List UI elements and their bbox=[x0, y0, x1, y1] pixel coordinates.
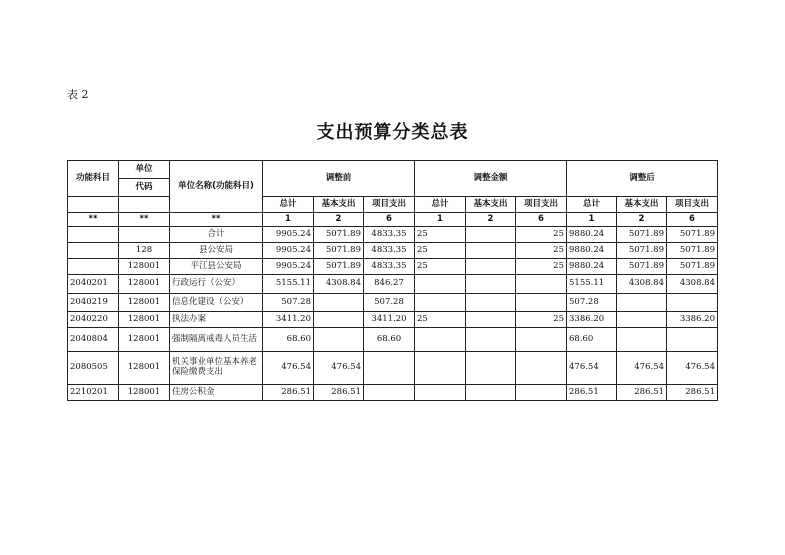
row-adjust-total bbox=[415, 294, 466, 312]
row-adjust-total: 25 bbox=[415, 312, 466, 328]
index-cell: ** bbox=[170, 213, 263, 227]
row-before-basic bbox=[314, 312, 364, 328]
row-after-basic bbox=[617, 328, 667, 352]
row-adjust-basic bbox=[466, 243, 516, 259]
row-adjust-total: 25 bbox=[415, 259, 466, 275]
row-before-project: 4833.35 bbox=[364, 227, 415, 243]
header-blank-cell bbox=[119, 197, 170, 213]
row-before-basic: 286.51 bbox=[314, 385, 364, 401]
row-unit-code bbox=[119, 227, 170, 243]
table-row bbox=[68, 328, 718, 352]
row-after-basic: 476.54 bbox=[617, 352, 667, 385]
row-adjust-total: 25 bbox=[415, 243, 466, 259]
row-after-basic: 5071.89 bbox=[617, 259, 667, 275]
index-cell: 1 bbox=[415, 213, 466, 227]
row-after-total: 9880.24 bbox=[567, 259, 617, 275]
row-unit-name: 信息化建设（公安） bbox=[170, 294, 263, 312]
row-adjust-project: 25 bbox=[516, 227, 567, 243]
row-unit-code: 128001 bbox=[119, 294, 170, 312]
row-unit-name: 强制隔离戒毒人员生活 bbox=[170, 328, 263, 352]
header-after: 调整后 bbox=[567, 161, 718, 197]
row-before-total: 286.51 bbox=[263, 385, 314, 401]
row-func-code: 2080505 bbox=[68, 352, 119, 385]
table-row bbox=[68, 227, 718, 243]
row-before-total: 9905.24 bbox=[263, 259, 314, 275]
row-before-project: 68.60 bbox=[364, 328, 415, 352]
row-after-project: 5071.89 bbox=[667, 243, 718, 259]
row-after-total: 507.28 bbox=[567, 294, 617, 312]
row-before-total: 3411.20 bbox=[263, 312, 314, 328]
index-cell: 2 bbox=[466, 213, 516, 227]
row-unit-code: 128001 bbox=[119, 385, 170, 401]
row-adjust-project bbox=[516, 328, 567, 352]
row-unit-code: 128001 bbox=[119, 352, 170, 385]
row-after-project: 5071.89 bbox=[667, 259, 718, 275]
header-before: 调整前 bbox=[263, 161, 415, 197]
row-before-project bbox=[364, 352, 415, 385]
header-adjust-basic: 基本支出 bbox=[466, 197, 516, 213]
row-adjust-project bbox=[516, 275, 567, 294]
row-unit-name: 合计 bbox=[170, 227, 263, 243]
table-row bbox=[68, 352, 718, 385]
row-func-code bbox=[68, 243, 119, 259]
row-before-basic bbox=[314, 328, 364, 352]
row-after-project bbox=[667, 328, 718, 352]
row-adjust-basic bbox=[466, 385, 516, 401]
row-before-basic: 5071.89 bbox=[314, 243, 364, 259]
row-adjust-total bbox=[415, 385, 466, 401]
table-row bbox=[68, 243, 718, 259]
row-adjust-basic bbox=[466, 275, 516, 294]
row-after-basic: 5071.89 bbox=[617, 227, 667, 243]
row-after-basic bbox=[617, 312, 667, 328]
header-unit-name: 单位名称(功能科目) bbox=[170, 161, 263, 213]
row-before-total: 9905.24 bbox=[263, 243, 314, 259]
row-before-total: 5155.11 bbox=[263, 275, 314, 294]
row-after-total: 5155.11 bbox=[567, 275, 617, 294]
header-before-total: 总计 bbox=[263, 197, 314, 213]
row-func-code: 2040804 bbox=[68, 328, 119, 352]
row-adjust-basic bbox=[466, 352, 516, 385]
header-code: 代码 bbox=[119, 179, 170, 197]
index-cell: 1 bbox=[263, 213, 314, 227]
row-adjust-project: 25 bbox=[516, 312, 567, 328]
row-adjust-project: 25 bbox=[516, 259, 567, 275]
row-before-basic: 5071.89 bbox=[314, 259, 364, 275]
row-after-project: 476.54 bbox=[667, 352, 718, 385]
row-adjust-total bbox=[415, 328, 466, 352]
row-before-basic: 5071.89 bbox=[314, 227, 364, 243]
index-cell: 1 bbox=[567, 213, 617, 227]
row-before-total: 68.60 bbox=[263, 328, 314, 352]
row-after-basic bbox=[617, 294, 667, 312]
row-unit-name: 住房公积金 bbox=[170, 385, 263, 401]
row-before-total: 476.54 bbox=[263, 352, 314, 385]
row-adjust-total: 25 bbox=[415, 227, 466, 243]
row-unit-name: 县公安局 bbox=[170, 243, 263, 259]
index-cell: 6 bbox=[364, 213, 415, 227]
row-func-code: 2040201 bbox=[68, 275, 119, 294]
row-before-project bbox=[364, 385, 415, 401]
row-unit-name: 平江县公安局 bbox=[170, 259, 263, 275]
row-adjust-total bbox=[415, 275, 466, 294]
index-cell: ** bbox=[68, 213, 119, 227]
row-adjust-basic bbox=[466, 227, 516, 243]
header-adjust-total: 总计 bbox=[415, 197, 466, 213]
row-func-code bbox=[68, 259, 119, 275]
index-cell: ** bbox=[119, 213, 170, 227]
header-before-project: 项目支出 bbox=[364, 197, 415, 213]
header-adjust-project: 项目支出 bbox=[516, 197, 567, 213]
row-func-code: 2040220 bbox=[68, 312, 119, 328]
row-after-project: 286.51 bbox=[667, 385, 718, 401]
row-func-code bbox=[68, 227, 119, 243]
budget-table bbox=[67, 160, 718, 401]
row-after-total: 3386.20 bbox=[567, 312, 617, 328]
row-func-code: 2040219 bbox=[68, 294, 119, 312]
row-unit-name: 执法办案 bbox=[170, 312, 263, 328]
row-before-project: 4833.35 bbox=[364, 259, 415, 275]
row-adjust-total bbox=[415, 352, 466, 385]
row-unit-code: 128001 bbox=[119, 275, 170, 294]
page-title: 支出预算分类总表 bbox=[316, 122, 469, 143]
row-after-basic: 286.51 bbox=[617, 385, 667, 401]
table-row bbox=[68, 275, 718, 294]
row-unit-name: 机关事业单位基本养老保险缴费支出 bbox=[170, 352, 263, 385]
row-after-project: 3386.20 bbox=[667, 312, 718, 328]
header-before-basic: 基本支出 bbox=[314, 197, 364, 213]
row-before-project: 507.28 bbox=[364, 294, 415, 312]
row-after-basic: 5071.89 bbox=[617, 243, 667, 259]
row-unit-code: 128001 bbox=[119, 312, 170, 328]
row-before-project: 4833.35 bbox=[364, 243, 415, 259]
header-blank-cell bbox=[68, 197, 119, 213]
row-before-project: 3411.20 bbox=[364, 312, 415, 328]
row-adjust-basic bbox=[466, 259, 516, 275]
row-before-basic: 4308.84 bbox=[314, 275, 364, 294]
row-before-total: 9905.24 bbox=[263, 227, 314, 243]
table-number-label: 表 2 bbox=[67, 88, 89, 101]
table-row bbox=[68, 385, 718, 401]
row-after-total: 9880.24 bbox=[567, 243, 617, 259]
row-after-total: 476.54 bbox=[567, 352, 617, 385]
row-unit-code: 128 bbox=[119, 243, 170, 259]
row-after-basic: 4308.84 bbox=[617, 275, 667, 294]
header-after-basic: 基本支出 bbox=[617, 197, 667, 213]
row-adjust-project bbox=[516, 352, 567, 385]
row-func-code: 2210201 bbox=[68, 385, 119, 401]
row-after-project: 4308.84 bbox=[667, 275, 718, 294]
index-cell: 6 bbox=[667, 213, 718, 227]
row-unit-name: 行政运行（公安） bbox=[170, 275, 263, 294]
row-after-project bbox=[667, 294, 718, 312]
index-cell: 2 bbox=[617, 213, 667, 227]
row-adjust-project bbox=[516, 294, 567, 312]
row-adjust-basic bbox=[466, 312, 516, 328]
row-before-basic bbox=[314, 294, 364, 312]
table-row bbox=[68, 259, 718, 275]
header-adjust: 调整金额 bbox=[415, 161, 567, 197]
header-unit: 单位 bbox=[119, 161, 170, 179]
row-after-total: 68.60 bbox=[567, 328, 617, 352]
index-cell: 6 bbox=[516, 213, 567, 227]
header-func-subject: 功能科目 bbox=[68, 161, 119, 197]
table-row bbox=[68, 312, 718, 328]
row-adjust-project: 25 bbox=[516, 243, 567, 259]
header-after-total: 总计 bbox=[567, 197, 617, 213]
index-cell: 2 bbox=[314, 213, 364, 227]
header-after-project: 项目支出 bbox=[667, 197, 718, 213]
row-before-project: 846.27 bbox=[364, 275, 415, 294]
row-unit-code: 128001 bbox=[119, 259, 170, 275]
row-adjust-project bbox=[516, 385, 567, 401]
row-after-project: 5071.89 bbox=[667, 227, 718, 243]
row-after-total: 9880.24 bbox=[567, 227, 617, 243]
row-after-total: 286.51 bbox=[567, 385, 617, 401]
table-row bbox=[68, 294, 718, 312]
row-unit-code: 128001 bbox=[119, 328, 170, 352]
row-adjust-basic bbox=[466, 294, 516, 312]
row-before-total: 507.28 bbox=[263, 294, 314, 312]
row-adjust-basic bbox=[466, 328, 516, 352]
row-before-basic: 476.54 bbox=[314, 352, 364, 385]
